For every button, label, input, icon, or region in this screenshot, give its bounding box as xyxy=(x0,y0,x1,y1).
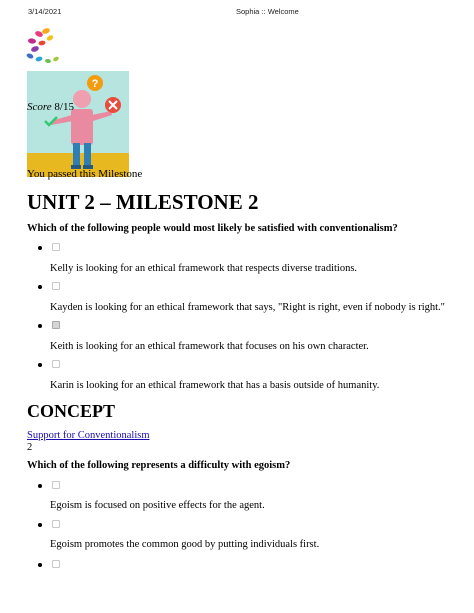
option-2-3-radio[interactable] xyxy=(52,560,60,568)
question-1-text: Which of the following people would most likely be satisfied with conventionalism? xyxy=(27,223,398,234)
option-1-1-text: Kelly is looking for an ethical framework that respects diverse traditions. xyxy=(50,263,358,274)
list-bullet xyxy=(38,523,42,527)
question-2-text: Which of the following represents a difficulty with egoism? xyxy=(27,460,291,471)
print-header xyxy=(0,7,474,19)
passed-message: You passed this Milestone xyxy=(27,168,143,180)
milestone-illustration xyxy=(27,71,129,177)
option-1-4-radio[interactable] xyxy=(52,360,60,368)
svg-text:?: ? xyxy=(91,78,99,90)
print-date: 3/14/2021 xyxy=(28,7,62,16)
concept-link[interactable]: Support for Conventionalism xyxy=(27,430,150,441)
sophia-logo-icon xyxy=(26,26,62,66)
option-2-1-radio[interactable] xyxy=(52,481,60,489)
score-value: 8/15 xyxy=(54,101,74,113)
print-title: Sophia :: Welcome xyxy=(236,7,299,16)
list-bullet xyxy=(38,324,42,328)
option-1-4-text: Karin is looking for an ethical framework that has a basis outside of humanity. xyxy=(50,380,380,391)
option-2-2-text: Egoism promotes the common good by putting individuals first. xyxy=(50,539,320,550)
option-2-2-radio[interactable] xyxy=(52,520,60,528)
option-1-3-text: Keith is looking for an ethical framework that focuses on his own character. xyxy=(50,341,369,352)
option-1-3-radio[interactable] xyxy=(52,321,60,329)
score-label: Score xyxy=(27,101,52,113)
score-display xyxy=(27,101,74,114)
list-bullet xyxy=(38,563,42,567)
page-title: UNIT 2 – MILESTONE 2 xyxy=(27,190,259,214)
list-bullet xyxy=(38,285,42,289)
concept-heading: CONCEPT xyxy=(27,401,116,421)
option-1-1-radio[interactable] xyxy=(52,243,60,251)
option-1-2-radio[interactable] xyxy=(52,282,60,290)
option-1-2-text: Kayden is looking for an ethical framework that says, "Right is right, even if nobody is right." xyxy=(50,302,445,313)
list-bullet xyxy=(38,246,42,250)
question-number: 2 xyxy=(27,442,33,453)
list-bullet xyxy=(38,363,42,367)
option-2-1-text: Egoism is focused on positive effects for the agent. xyxy=(50,500,265,511)
list-bullet xyxy=(38,484,42,488)
